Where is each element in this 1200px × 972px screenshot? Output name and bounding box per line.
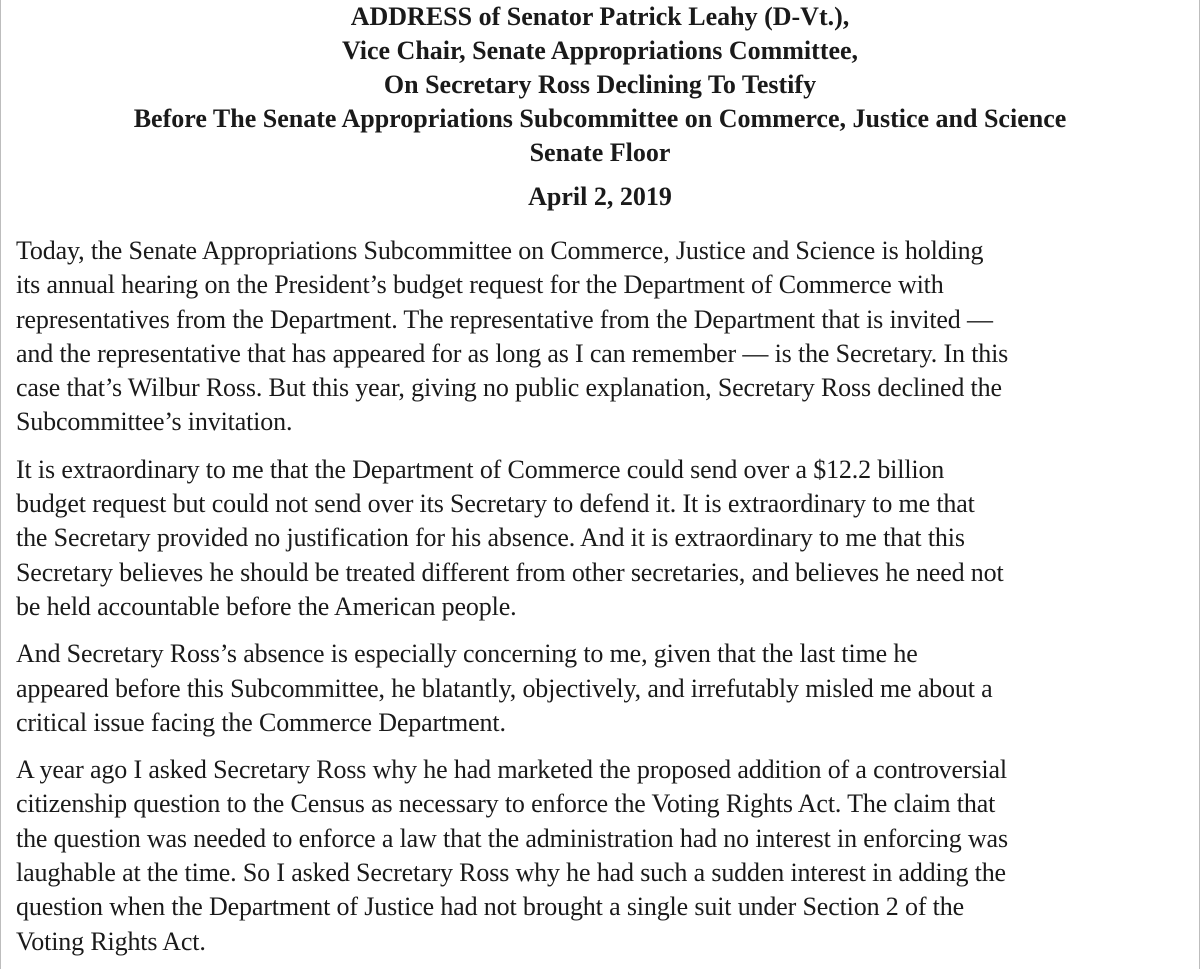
paragraph-1 [16,234,1196,440]
paragraph-line: and the representative that has appeared for as long as I can remember — is the Secretary. In this [16,338,1009,368]
header-venue-line: Before The Senate Appropriations Subcommittee on Commerce, Justice and Science [133,104,1067,133]
paragraph-line: Today, the Senate Appropriations Subcommittee on Commerce, Justice and Science is holding [16,236,984,265]
paragraph-line: critical issue facing the Commerce Department. [16,707,506,737]
paragraph-3 [16,637,1196,740]
paragraph-line: A year ago I asked Secretary Ross why he had marketed the proposed addition of a controversial [16,755,1007,785]
paragraph-2 [16,453,1196,624]
paragraph-line: be held accountable before the American people. [16,591,517,621]
paragraph-line: budget request but could not send over its Secretary to defend it. It is extraordinary to me that [16,489,975,519]
header-topic-line: On Secretary Ross Declining To Testify [383,70,817,99]
paragraph-line: laughable at the time. So I asked Secretary Ross why he had such a sudden interest in adding the [16,858,1006,888]
paragraph-line: citizenship question to the Census as necessary to enforce the Voting Rights Act. The claim that [16,789,996,819]
paragraph-4 [16,753,1196,959]
document-date: April 2, 2019 [528,182,672,211]
paragraph-line: Subcommittee’s invitation. [16,407,293,437]
paragraph-line: appeared before this Subcommittee, he blatantly, objectively, and irrefutably misled me about a [16,673,993,703]
paragraph-line: It is extraordinary to me that the Department of Commerce could send over a $12.2 billion [16,454,945,484]
document-body [16,234,1196,972]
paragraph-line: the Secretary provided no justification for his absence. And it is extraordinary to me that this [16,523,965,553]
paragraph-line: Secretary believes he should be treated different from other secretaries, and believes he need not [16,557,1004,587]
document-header [1,0,1199,170]
paragraph-line: question when the Department of Justice had not brought a single suit under Section 2 of the [16,892,964,922]
paragraph-line: And Secretary Ross’s absence is especially concerning to me, given that the last time he [16,639,918,669]
paragraph-line: Voting Rights Act. [16,926,206,956]
paragraph-line: case that’s Wilbur Ross. But this year, giving no public explanation, Secretary Ross declined the [16,373,1002,403]
paragraph-line: its annual hearing on the President’s budget request for the Department of Commerce with [16,270,944,300]
header-location-line: Senate Floor [529,138,671,167]
paragraph-line: the question was needed to enforce a law that the administration had no interest in enforcing was [16,823,1008,853]
header-subtitle-line: Vice Chair, Senate Appropriations Committee, [341,36,859,65]
paragraph-line: representatives from the Department. The representative from the Department that is invited — [16,304,993,334]
header-title-line: ADDRESS of Senator Patrick Leahy (D-Vt.), [350,2,850,31]
